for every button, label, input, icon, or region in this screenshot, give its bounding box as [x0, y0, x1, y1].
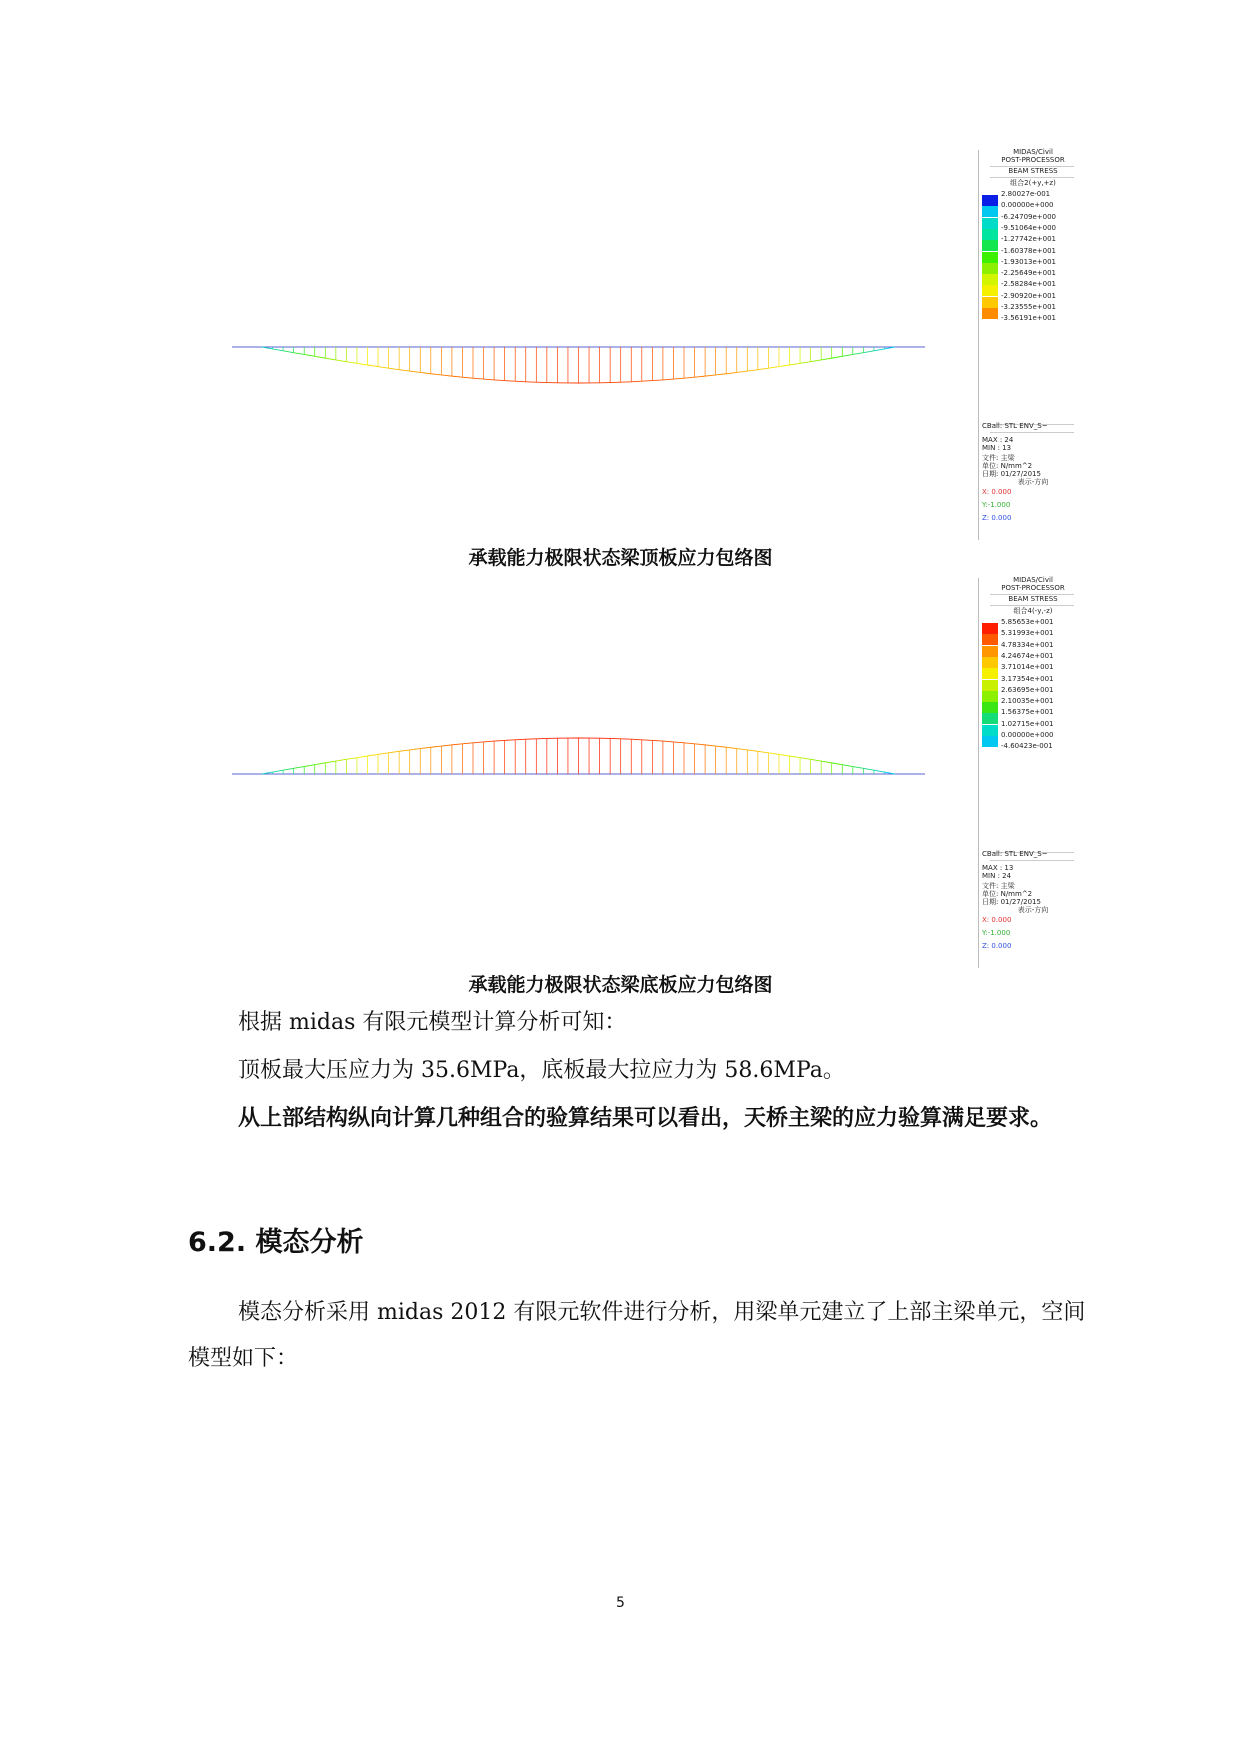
- beam-envelope-segment: [515, 381, 526, 382]
- beam-envelope-segment: [631, 381, 642, 382]
- legend-combo: 组合2(+y,+z): [1010, 179, 1056, 187]
- beam-envelope-segment: [399, 370, 410, 371]
- beam-envelope-segment: [663, 379, 674, 380]
- beam-envelope-segment: [821, 358, 832, 360]
- beam-envelope-segment: [642, 740, 653, 741]
- beam-envelope-segment: [346, 362, 357, 364]
- beam-envelope-segment: [473, 378, 484, 379]
- beam-envelope-segment: [790, 756, 801, 758]
- beam-envelope-segment: [325, 761, 336, 763]
- beam-envelope-segment: [410, 749, 421, 750]
- beam-envelope-segment: [758, 751, 769, 752]
- beam-envelope-segment: [726, 372, 737, 373]
- legend-direction-label: 表示-方向: [1017, 478, 1049, 486]
- beam-envelope-segment: [315, 356, 326, 358]
- beam-envelope-segment: [315, 763, 326, 765]
- beam-envelope-segment: [505, 740, 516, 741]
- beam-envelope-segment: [294, 353, 305, 355]
- legend-swatch: [982, 252, 998, 263]
- section-heading: 6.2. 模态分析: [188, 1227, 364, 1258]
- beam-envelope-segment: [705, 745, 716, 746]
- legend-swatch: [982, 285, 998, 296]
- legend-max: MAX : 24: [982, 436, 1014, 444]
- beam-envelope-segment: [304, 765, 315, 767]
- legend-date: 日期: 01/27/2015: [982, 898, 1041, 906]
- legend-value: 3.71014e+001: [1001, 663, 1054, 672]
- beam-envelope-segment: [378, 367, 389, 369]
- legend-swatch: [982, 195, 998, 206]
- legend-module: POST-PROCESSOR: [1001, 156, 1065, 164]
- beam-envelope-segment: [304, 354, 315, 356]
- legend-swatch: [982, 308, 998, 319]
- legend-swatch: [982, 634, 998, 645]
- beam-envelope-segment: [779, 365, 790, 367]
- legend-app-name: MIDAS/Civil: [1013, 576, 1053, 584]
- beam-envelope-segment: [399, 750, 410, 751]
- beam-envelope-segment: [484, 741, 495, 742]
- legend-value: -2.25649e+001: [1001, 269, 1057, 278]
- beam-envelope-segment: [811, 759, 822, 761]
- beam-envelope-segment: [705, 375, 716, 376]
- legend-swatch: [982, 702, 998, 713]
- legend-file: 文件: 主梁: [982, 454, 1015, 462]
- legend-value: 5.31993e+001: [1001, 629, 1054, 638]
- beam-envelope-segment: [863, 351, 874, 353]
- beam-envelope-segment: [673, 742, 684, 743]
- legend-swatch: [982, 646, 998, 657]
- beam-envelope-segment: [420, 372, 431, 373]
- legend-dir-y: Y:-1.000: [982, 929, 1011, 937]
- legend-swatch: [982, 206, 998, 217]
- beam-stress-plot-top: [230, 150, 970, 540]
- legend-unit: 单位: N/mm^2: [982, 462, 1033, 470]
- beam-envelope-segment: [505, 381, 516, 382]
- figure-caption-top: 承载能力极限状态梁顶板应力包络图: [468, 547, 773, 569]
- legend-swatch: [982, 623, 998, 634]
- legend-value: -3.23555e+001: [1001, 303, 1057, 311]
- legend-value: 0.00000e+000: [1001, 201, 1054, 210]
- beam-envelope-segment: [684, 377, 695, 378]
- beam-envelope-segment: [842, 354, 853, 356]
- legend-direction-label: 表示-方向: [1017, 906, 1049, 914]
- beam-envelope-segment: [431, 746, 442, 747]
- beam-envelope-segment: [832, 763, 843, 765]
- beam-envelope-segment: [368, 365, 379, 367]
- legend-file: 文件: 主梁: [982, 882, 1015, 890]
- beam-envelope-segment: [273, 770, 284, 772]
- beam-envelope-segment: [494, 740, 505, 741]
- beam-envelope-segment: [378, 753, 389, 755]
- legend-cball: CBall: STL ENV_S~: [982, 850, 1048, 858]
- legend-swatch: [982, 263, 998, 274]
- legend-value: -1.93013e+001: [1001, 257, 1057, 266]
- beam-envelope-segment: [368, 754, 379, 756]
- legend-value: 3.17354e+001: [1001, 674, 1054, 683]
- legend-swatch: [982, 713, 998, 724]
- legend-value: 5.85653e+001: [1001, 618, 1054, 626]
- beam-envelope-segment: [357, 756, 368, 758]
- beam-envelope-segment: [863, 768, 874, 770]
- legend-value: -9.51064e+000: [1001, 223, 1057, 232]
- beam-envelope-segment: [389, 368, 400, 369]
- paragraph-conclusion: 从上部结构纵向计算几种组合的验算结果可以看出，天桥主梁的应力验算满足要求。: [238, 1106, 1053, 1131]
- beam-envelope-segment: [452, 744, 463, 745]
- beam-envelope-segment: [294, 767, 305, 769]
- beam-envelope-segment: [441, 375, 452, 376]
- beam-envelope-segment: [853, 353, 864, 355]
- legend-dir-z: Z: 0.000: [982, 514, 1012, 522]
- figure-top-slab-stress: [230, 150, 1080, 540]
- beam-envelope-segment: [874, 349, 885, 351]
- legend-combo: 组合4(-y,-z): [1013, 607, 1053, 615]
- legend-dir-x: X: 0.000: [982, 916, 1012, 924]
- beam-envelope-segment: [673, 378, 684, 379]
- beam-envelope-segment: [473, 742, 484, 743]
- beam-envelope-segment: [336, 360, 347, 362]
- beam-envelope-segment: [747, 750, 758, 751]
- beam-envelope-segment: [768, 367, 779, 369]
- beam-envelope-segment: [420, 747, 431, 748]
- stress-legend-top: [978, 150, 1078, 540]
- legend-dir-y: Y:-1.000: [982, 501, 1011, 509]
- legend-min: MIN : 24: [982, 872, 1012, 880]
- legend-value: 4.78334e+001: [1001, 640, 1054, 649]
- beam-envelope-segment: [779, 754, 790, 756]
- legend-value: -4.60423e-001: [1001, 742, 1053, 751]
- beam-envelope-segment: [790, 363, 801, 365]
- legend-app-name: MIDAS/Civil: [1013, 148, 1053, 156]
- beam-envelope-segment: [642, 381, 653, 382]
- beam-envelope-segment: [631, 739, 642, 740]
- legend-swatch: [982, 240, 998, 251]
- legend-value: 2.10035e+001: [1001, 697, 1054, 706]
- beam-envelope-segment: [283, 351, 294, 353]
- beam-envelope-segment: [273, 349, 284, 351]
- beam-envelope-segment: [758, 368, 769, 369]
- legend-swatch: [982, 691, 998, 702]
- beam-envelope-segment: [357, 363, 368, 365]
- legend-value: -2.90920e+001: [1001, 291, 1057, 300]
- legend-value: 2.63695e+001: [1001, 685, 1054, 694]
- legend-max: MAX : 13: [982, 864, 1014, 872]
- legend-cball: CBall: STL ENV_S~: [982, 422, 1048, 430]
- legend-swatch: [982, 274, 998, 285]
- beam-envelope-segment: [346, 758, 357, 760]
- legend-swatch: [982, 297, 998, 308]
- legend-value: 1.56375e+001: [1001, 708, 1054, 717]
- page-number: 5: [616, 1595, 625, 1611]
- paragraph-analysis-intro: 根据 midas 有限元模型计算分析可知：: [238, 1010, 627, 1035]
- beam-envelope-segment: [821, 761, 832, 763]
- beam-envelope-segment: [737, 371, 748, 372]
- legend-swatch: [982, 725, 998, 736]
- beam-envelope-segment: [283, 768, 294, 770]
- legend-value: -3.56191e+001: [1001, 314, 1057, 323]
- legend-divider: [978, 578, 979, 968]
- legend-value: -1.60378e+001: [1001, 246, 1057, 255]
- paragraph-modal-analysis: 模态分析采用 midas 2012 有限元软件进行分析，用梁单元建立了上部主梁单元，空间模型如下：: [188, 1300, 1086, 1372]
- legend-dir-x: X: 0.000: [982, 488, 1012, 496]
- beam-envelope-segment: [441, 745, 452, 746]
- beam-envelope-segment: [716, 746, 727, 747]
- legend-divider: [978, 150, 979, 540]
- legend-value: -1.27742e+001: [1001, 235, 1057, 244]
- legend-dir-z: Z: 0.000: [982, 942, 1012, 950]
- legend-value: 2.80027e-001: [1001, 190, 1051, 198]
- legend-value: 0.00000e+000: [1001, 731, 1054, 739]
- legend-value: -6.24709e+000: [1001, 212, 1057, 221]
- legend-separator: [990, 432, 1074, 433]
- legend-result-type: BEAM STRESS: [1008, 595, 1058, 603]
- beam-envelope-segment: [325, 358, 336, 360]
- beam-envelope-segment: [800, 362, 811, 364]
- legend-unit: 单位: N/mm^2: [982, 890, 1033, 898]
- beam-envelope-segment: [652, 740, 663, 741]
- legend-swatch: [982, 668, 998, 679]
- beam-envelope-segment: [663, 741, 674, 742]
- legend-result-type: BEAM STRESS: [1008, 167, 1058, 175]
- legend-swatch: [982, 229, 998, 240]
- legend-separator: [990, 860, 1074, 861]
- beam-envelope-segment: [684, 743, 695, 744]
- legend-min: MIN : 13: [982, 444, 1012, 452]
- legend-value: 4.24674e+001: [1001, 651, 1054, 660]
- paragraph-max-stress: 顶板最大压应力为 35.6MPa，底板最大拉应力为 58.6MPa。: [238, 1058, 845, 1083]
- legend-separator: [990, 605, 1074, 606]
- beam-stress-plot-bottom: [230, 578, 970, 968]
- beam-envelope-segment: [484, 379, 495, 380]
- beam-envelope-segment: [389, 751, 400, 752]
- beam-envelope-segment: [768, 753, 779, 755]
- beam-envelope-segment: [515, 739, 526, 740]
- beam-envelope-segment: [832, 356, 843, 358]
- beam-envelope-segment: [842, 765, 853, 767]
- beam-envelope-segment: [874, 770, 885, 772]
- legend-separator: [990, 177, 1074, 178]
- legend-swatch: [982, 680, 998, 691]
- stress-legend-bottom: [978, 578, 1078, 968]
- beam-envelope-segment: [695, 744, 706, 745]
- legend-value: -2.58284e+001: [1001, 280, 1057, 289]
- figure-caption-bottom: 承载能力极限状态梁底板应力包络图: [468, 974, 773, 996]
- beam-envelope-segment: [462, 743, 473, 744]
- beam-envelope-segment: [747, 370, 758, 371]
- beam-envelope-segment: [410, 371, 421, 372]
- figure-bottom-slab-stress: [230, 578, 1080, 968]
- legend-value: 1.02715e+001: [1001, 719, 1054, 728]
- beam-envelope-segment: [716, 374, 727, 375]
- beam-envelope-segment: [452, 376, 463, 377]
- beam-envelope-segment: [652, 380, 663, 381]
- legend-swatch: [982, 218, 998, 229]
- legend-date: 日期: 01/27/2015: [982, 470, 1041, 478]
- legend-swatch: [982, 657, 998, 668]
- legend-swatch: [982, 736, 998, 747]
- beam-envelope-segment: [726, 747, 737, 748]
- beam-envelope-segment: [853, 767, 864, 769]
- beam-envelope-segment: [431, 374, 442, 375]
- beam-envelope-segment: [800, 758, 811, 760]
- beam-envelope-segment: [737, 749, 748, 750]
- beam-envelope-segment: [695, 376, 706, 377]
- beam-envelope-segment: [811, 360, 822, 362]
- legend-module: POST-PROCESSOR: [1001, 584, 1065, 592]
- beam-envelope-segment: [336, 759, 347, 761]
- beam-envelope-segment: [494, 380, 505, 381]
- beam-envelope-segment: [462, 377, 473, 378]
